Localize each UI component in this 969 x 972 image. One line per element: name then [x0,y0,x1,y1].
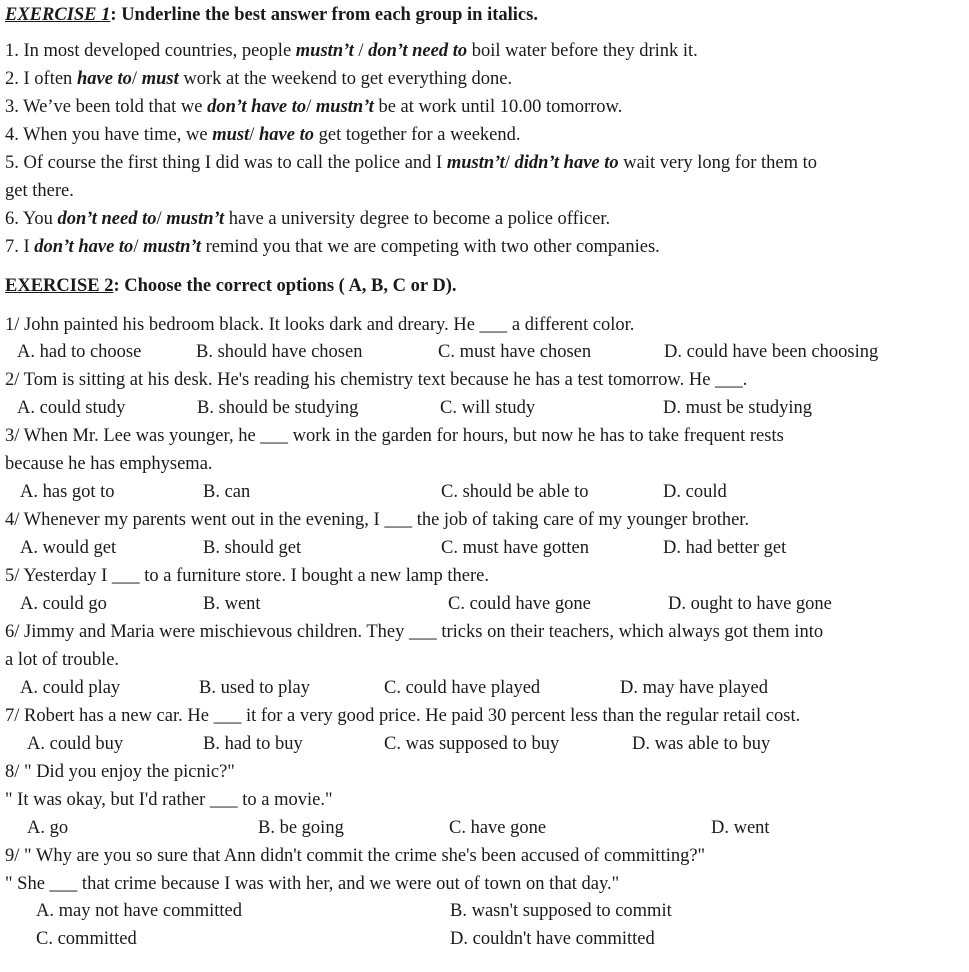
q3-option-d[interactable]: D. could [663,482,727,502]
ex1-item-text: 3. We’ve been told that we [5,97,208,117]
q1-option-a[interactable]: A. had to choose [17,342,142,362]
q2-option-b[interactable]: B. should be studying [197,398,359,418]
question-8-continued: " It was okay, but I'd rather ___ to a movie." [5,790,333,810]
exercise-1-heading [5,4,538,26]
question-9-continued: " She ___ that crime because I was with her, and we were out of town on that day." [5,874,620,894]
ex1-item-2 [5,68,512,90]
ex1-choice-b[interactable]: mustn’t [315,97,374,117]
ex1-item-6 [5,208,610,230]
q1-option-c[interactable]: C. must have chosen [438,342,592,362]
q4-option-a[interactable]: A. would get [20,538,117,558]
question-2: 2/ Tom is sitting at his desk. He's reading his chemistry text because he has a test tomorrow. He ___. [5,370,748,390]
ex1-separator: / [133,237,144,257]
q4-option-b[interactable]: B. should get [203,538,302,558]
q7-option-b[interactable]: B. had to buy [203,734,303,754]
ex1-choice-a[interactable]: mustn’t [295,41,354,61]
q3-option-c[interactable]: C. should be able to [441,482,589,502]
ex1-item-text: be at work until 10.00 tomorrow. [373,97,623,117]
ex1-item-text: work at the weekend to get everything done. [178,69,513,89]
ex1-choice-b[interactable]: have to [259,125,314,145]
ex1-item-text: have a university degree to become a police officer. [224,209,611,229]
ex1-item-text: 5. Of course the first thing I did was to call the police and I [5,153,447,173]
q4-option-c[interactable]: C. must have gotten [441,538,589,558]
q8-option-b[interactable]: B. be going [258,818,344,838]
ex1-separator: / [249,125,260,145]
q2-option-a[interactable]: A. could study [17,398,126,418]
ex1-item-7 [5,236,660,258]
q7-option-c[interactable]: C. was supposed to buy [384,734,560,754]
q1-option-b[interactable]: B. should have chosen [196,342,363,362]
ex1-item-text: boil water before they drink it. [467,41,698,61]
q9-option-c[interactable]: C. committed [36,929,137,949]
question-6: 6/ Jimmy and Maria were mischievous children. They ___ tricks on their teachers, which always got them into [5,622,824,642]
ex1-choice-a[interactable]: don’t need to [57,209,157,229]
ex1-item-1 [5,40,698,62]
ex1-item-3 [5,96,622,118]
q2-option-c[interactable]: C. will study [440,398,536,418]
ex1-separator: / [306,97,316,117]
ex1-separator: / [131,69,142,89]
question-8: 8/ " Did you enjoy the picnic?" [5,762,235,782]
q5-option-a[interactable]: A. could go [20,594,107,614]
ex1-item-text: 7. I [5,237,35,257]
ex1-item-text: 4. When you have time, we [5,125,213,145]
ex1-choice-b[interactable]: must [141,69,179,89]
q7-option-d[interactable]: D. was able to buy [632,734,771,754]
ex1-choice-a[interactable]: have to [76,69,132,89]
q6-option-b[interactable]: B. used to play [199,678,310,698]
ex1-item-4 [5,124,521,146]
question-1: 1/ John painted his bedroom black. It looks dark and dreary. He ___ a different color. [5,315,635,335]
ex1-item-text: 1. In most developed countries, people [5,41,296,61]
ex1-separator: / [156,209,167,229]
question-3-continued: because he has emphysema. [5,454,213,474]
q8-option-a[interactable]: A. go [27,818,69,838]
question-7: 7/ Robert has a new car. He ___ it for a very good price. He paid 30 percent less than the regular retail cost. [5,706,801,726]
ex1-item-text: remind you that we are competing with two other companies. [201,237,660,257]
ex1-separator: / [504,153,515,173]
ex1-item-text: 2. I often [5,69,77,89]
q6-option-a[interactable]: A. could play [20,678,121,698]
question-3: 3/ When Mr. Lee was younger, he ___ work in the garden for hours, but now he has to take frequent rests [5,426,784,446]
question-9: 9/ " Why are you so sure that Ann didn't commit the crime she's been accused of committing?" [5,846,706,866]
q6-option-d[interactable]: D. may have played [620,678,768,698]
ex1-choice-a[interactable]: don’t have to [34,237,134,257]
q8-option-d[interactable]: D. went [711,818,770,838]
q3-option-a[interactable]: A. has got to [20,482,115,502]
q5-option-d[interactable]: D. ought to have gone [668,594,832,614]
ex1-item-5-continued: get there. [5,181,74,201]
exercise-1-title: EXERCISE 1 [5,5,111,25]
question-6-continued: a lot of trouble. [5,650,120,670]
ex1-choice-b[interactable]: didn’t have to [514,153,619,173]
q1-option-d[interactable]: D. could have been choosing [664,342,879,362]
exercise-2-title: EXERCISE 2 [5,276,114,296]
ex1-choice-b[interactable]: mustn’t [143,237,201,257]
exercise-2-instruction: : Choose the correct options ( A, B, C or D). [113,276,457,296]
question-4: 4/ Whenever my parents went out in the evening, I ___ the job of taking care of my younger brother. [5,510,750,530]
ex1-choice-b[interactable]: don’t need to [368,41,468,61]
q8-option-c[interactable]: C. have gone [449,818,547,838]
ex1-choice-a[interactable]: don’t have to [207,97,307,117]
q6-option-c[interactable]: C. could have played [384,678,541,698]
q9-option-a[interactable]: A. may not have committed [36,901,243,921]
q9-option-d[interactable]: D. couldn't have committed [450,929,655,949]
exercise-2-heading [5,275,457,297]
ex1-item-text: wait very long for them to [618,153,817,173]
question-5: 5/ Yesterday I ___ to a furniture store. I bought a new lamp there. [5,566,489,586]
ex1-item-text: 6. You [5,209,58,229]
ex1-item-text: get together for a weekend. [314,125,521,145]
ex1-choice-b[interactable]: mustn’t [166,209,225,229]
q5-option-c[interactable]: C. could have gone [448,594,591,614]
ex1-choice-a[interactable]: mustn’t [446,153,505,173]
q4-option-d[interactable]: D. had better get [663,538,787,558]
q7-option-a[interactable]: A. could buy [27,734,124,754]
q2-option-d[interactable]: D. must be studying [663,398,813,418]
q5-option-b[interactable]: B. went [203,594,261,614]
q9-option-b[interactable]: B. wasn't supposed to commit [450,901,672,921]
ex1-choice-a[interactable]: must [212,125,250,145]
q3-option-b[interactable]: B. can [203,482,251,502]
ex1-separator: / [353,41,369,61]
exercise-1-instruction: : Underline the best answer from each group in italics. [110,5,538,25]
ex1-item-5 [5,152,817,174]
